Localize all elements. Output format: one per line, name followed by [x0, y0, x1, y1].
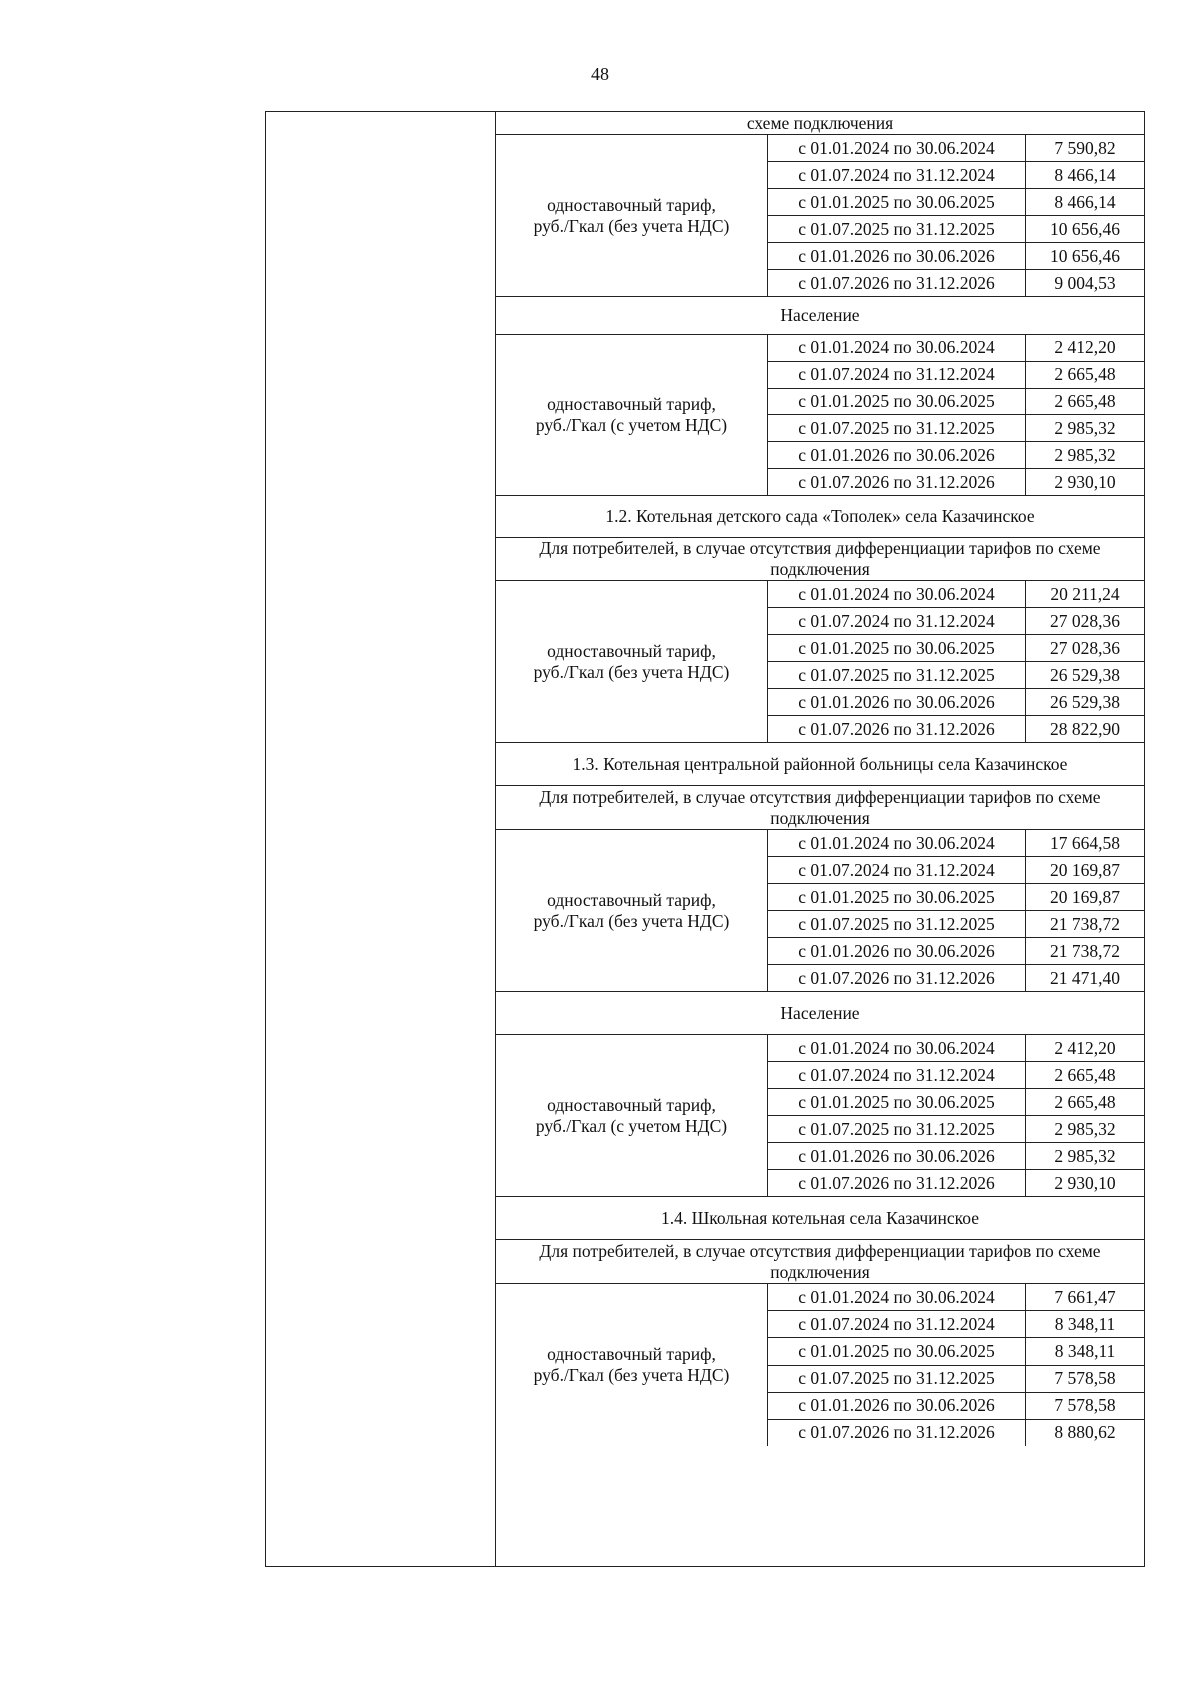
value-cell: 8 880,62 [1054, 1422, 1116, 1443]
table-row [768, 162, 1144, 189]
value-cell: 2 985,32 [1054, 1118, 1116, 1139]
period-cell: с 01.01.2025 по 30.06.2025 [768, 189, 1026, 215]
section-header: 1.2. Котельная детского сада «Тополек» села Казачинское [496, 496, 1144, 538]
value-cell: 20 169,87 [1050, 859, 1120, 880]
table-row [768, 1143, 1144, 1170]
table-row [768, 189, 1144, 216]
period-cell: с 01.07.2024 по 31.12.2024 [768, 1062, 1026, 1088]
table-row [768, 689, 1144, 716]
tariff-rows [768, 830, 1144, 991]
table-row [768, 857, 1144, 884]
table-row [768, 442, 1144, 469]
period-cell: с 01.01.2025 по 30.06.2025 [768, 884, 1026, 910]
table-row [768, 415, 1144, 442]
table-row [768, 1116, 1144, 1143]
period-cell: с 01.07.2025 по 31.12.2025 [768, 216, 1026, 242]
period-cell: с 01.01.2024 по 30.06.2024 [768, 335, 1026, 361]
period-cell: с 01.01.2026 по 30.06.2026 [768, 442, 1026, 468]
period-cell: с 01.07.2025 по 31.12.2025 [768, 1366, 1026, 1392]
tariff-rows [768, 135, 1144, 296]
table-row [768, 608, 1144, 635]
tariff-block [496, 1284, 1144, 1446]
value-cell: 17 664,58 [1050, 832, 1120, 853]
value-cell: 8 348,11 [1054, 1340, 1116, 1361]
table-row [768, 362, 1144, 389]
tariff-block [496, 830, 1144, 992]
value-cell: 2 985,32 [1054, 1145, 1116, 1166]
value-cell: 2 665,48 [1054, 1064, 1116, 1085]
table-row [768, 389, 1144, 416]
value-cell: 9 004,53 [1054, 272, 1116, 293]
tariff-table [495, 111, 1145, 1567]
period-cell: с 01.01.2024 по 30.06.2024 [768, 1035, 1026, 1061]
period-cell: с 01.07.2026 по 31.12.2026 [768, 469, 1026, 495]
value-cell: 10 656,46 [1050, 245, 1120, 266]
table-row [768, 716, 1144, 742]
value-cell: 8 466,14 [1054, 191, 1116, 212]
period-cell: с 01.07.2025 по 31.12.2025 [768, 1116, 1026, 1142]
left-column-empty [265, 111, 495, 1567]
period-cell: с 01.07.2025 по 31.12.2025 [768, 415, 1026, 441]
section-header: Население [496, 297, 1144, 335]
value-cell: 2 665,48 [1054, 364, 1116, 385]
table-row [768, 135, 1144, 162]
period-cell: с 01.07.2025 по 31.12.2025 [768, 911, 1026, 937]
period-cell: с 01.01.2025 по 30.06.2025 [768, 389, 1026, 415]
section-header: схеме подключения [496, 112, 1144, 135]
period-cell: с 01.01.2024 по 30.06.2024 [768, 135, 1026, 161]
period-cell: с 01.07.2026 по 31.12.2026 [768, 270, 1026, 296]
table-row [768, 243, 1144, 270]
tariff-label: одноставочный тариф, руб./Гкал (с учетом НДС) [496, 1035, 768, 1196]
period-cell: с 01.07.2024 по 31.12.2024 [768, 608, 1026, 634]
period-cell: с 01.07.2024 по 31.12.2024 [768, 362, 1026, 388]
period-cell: с 01.07.2024 по 31.12.2024 [768, 857, 1026, 883]
table-row [768, 1035, 1144, 1062]
section-header: 1.3. Котельная центральной районной больницы села Казачинское [496, 743, 1144, 786]
tariff-label: одноставочный тариф, руб./Гкал (без учета НДС) [496, 581, 768, 742]
period-cell: с 01.01.2024 по 30.06.2024 [768, 830, 1026, 856]
table-row [768, 270, 1144, 296]
value-cell: 26 529,38 [1050, 664, 1120, 685]
period-cell: с 01.01.2025 по 30.06.2025 [768, 635, 1026, 661]
table-row [768, 1338, 1144, 1365]
period-cell: с 01.01.2024 по 30.06.2024 [768, 581, 1026, 607]
table-row [768, 830, 1144, 857]
tariff-label: одноставочный тариф, руб./Гкал (без учета НДС) [496, 135, 768, 296]
value-cell: 8 348,11 [1054, 1313, 1116, 1334]
tariff-block [496, 135, 1144, 297]
value-cell: 21 738,72 [1050, 940, 1120, 961]
value-cell: 2 930,10 [1054, 1172, 1116, 1193]
period-cell: с 01.07.2026 по 31.12.2026 [768, 965, 1026, 991]
section-header: 1.4. Школьная котельная села Казачинское [496, 1197, 1144, 1240]
table-row [768, 1420, 1144, 1446]
value-cell: 2 412,20 [1054, 1037, 1116, 1058]
tariff-rows [768, 1035, 1144, 1196]
table-row [768, 884, 1144, 911]
table-row [768, 938, 1144, 965]
tariff-block [496, 335, 1144, 496]
table-row [768, 635, 1144, 662]
period-cell: с 01.01.2026 по 30.06.2026 [768, 1393, 1026, 1419]
period-cell: с 01.07.2026 по 31.12.2026 [768, 1170, 1026, 1196]
value-cell: 28 822,90 [1050, 718, 1120, 739]
value-cell: 2 985,32 [1054, 417, 1116, 438]
table-row [768, 469, 1144, 495]
period-cell: с 01.01.2026 по 30.06.2026 [768, 1143, 1026, 1169]
period-cell: с 01.07.2026 по 31.12.2026 [768, 1420, 1026, 1446]
table-row [768, 216, 1144, 243]
table-row [768, 965, 1144, 991]
section-header: Для потребителей, в случае отсутствия дифференциации тарифов по схеме подключения [496, 1240, 1144, 1284]
table-row [768, 1366, 1144, 1393]
value-cell: 20 169,87 [1050, 886, 1120, 907]
value-cell: 10 656,46 [1050, 218, 1120, 239]
value-cell: 7 578,58 [1054, 1395, 1116, 1416]
value-cell: 7 578,58 [1054, 1368, 1116, 1389]
value-cell: 8 466,14 [1054, 164, 1116, 185]
section-header: Население [496, 992, 1144, 1035]
value-cell: 20 211,24 [1050, 583, 1120, 604]
period-cell: с 01.01.2025 по 30.06.2025 [768, 1089, 1026, 1115]
period-cell: с 01.01.2024 по 30.06.2024 [768, 1284, 1026, 1310]
period-cell: с 01.07.2025 по 31.12.2025 [768, 662, 1026, 688]
value-cell: 2 412,20 [1054, 337, 1116, 358]
table-row [768, 1311, 1144, 1338]
table-row [768, 1170, 1144, 1196]
value-cell: 2 665,48 [1054, 1091, 1116, 1112]
tariff-label: одноставочный тариф, руб./Гкал (с учетом НДС) [496, 335, 768, 495]
section-header: Для потребителей, в случае отсутствия дифференциации тарифов по схеме подключения [496, 786, 1144, 830]
tariff-rows [768, 335, 1144, 495]
value-cell: 7 590,82 [1054, 137, 1116, 158]
tariff-label: одноставочный тариф, руб./Гкал (без учета НДС) [496, 830, 768, 991]
page-number: 48 [591, 64, 609, 84]
tariff-block [496, 1035, 1144, 1197]
value-cell: 26 529,38 [1050, 691, 1120, 712]
value-cell: 27 028,36 [1050, 637, 1120, 658]
tariff-rows [768, 581, 1144, 742]
table-row [768, 662, 1144, 689]
section-header: Для потребителей, в случае отсутствия дифференциации тарифов по схеме подключения [496, 538, 1144, 581]
value-cell: 2 665,48 [1054, 391, 1116, 412]
value-cell: 27 028,36 [1050, 610, 1120, 631]
value-cell: 2 985,32 [1054, 444, 1116, 465]
table-row [768, 1284, 1144, 1311]
tariff-rows [768, 1284, 1144, 1446]
value-cell: 21 471,40 [1050, 967, 1120, 988]
table-row [768, 335, 1144, 362]
value-cell: 21 738,72 [1050, 913, 1120, 934]
value-cell: 7 661,47 [1054, 1286, 1116, 1307]
table-row [768, 1062, 1144, 1089]
table-row [768, 1089, 1144, 1116]
period-cell: с 01.01.2025 по 30.06.2025 [768, 1338, 1026, 1364]
period-cell: с 01.07.2026 по 31.12.2026 [768, 716, 1026, 742]
period-cell: с 01.07.2024 по 31.12.2024 [768, 1311, 1026, 1337]
period-cell: с 01.07.2024 по 31.12.2024 [768, 162, 1026, 188]
table-row [768, 911, 1144, 938]
table-row [768, 1393, 1144, 1420]
period-cell: с 01.01.2026 по 30.06.2026 [768, 938, 1026, 964]
tariff-label: одноставочный тариф, руб./Гкал (без учета НДС) [496, 1284, 768, 1446]
period-cell: с 01.01.2026 по 30.06.2026 [768, 689, 1026, 715]
tariff-block [496, 581, 1144, 743]
table-row [768, 581, 1144, 608]
value-cell: 2 930,10 [1054, 471, 1116, 492]
period-cell: с 01.01.2026 по 30.06.2026 [768, 243, 1026, 269]
